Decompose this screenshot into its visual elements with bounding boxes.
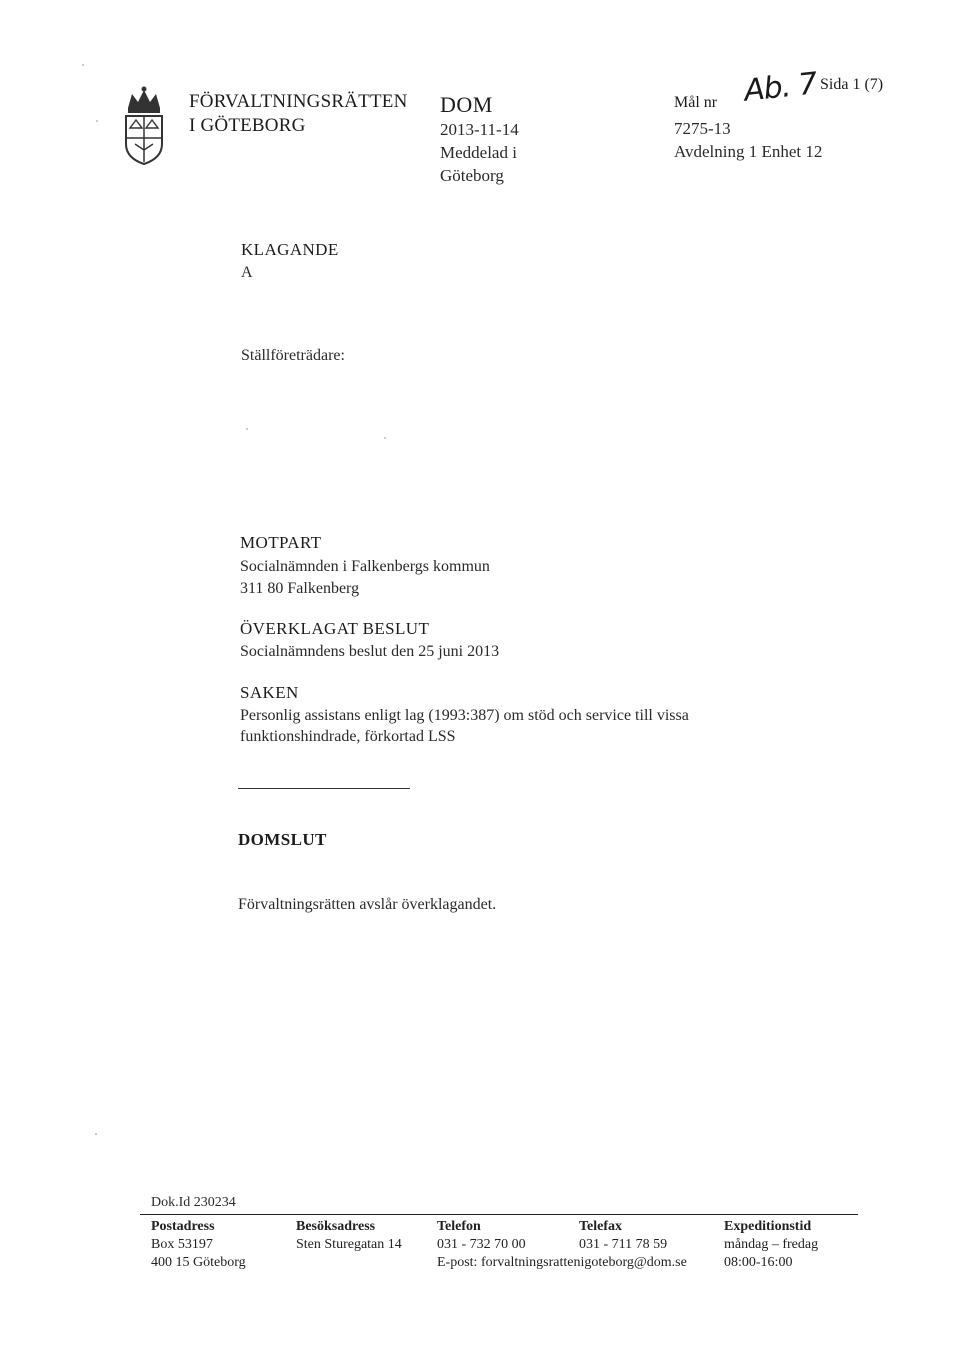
footer-postal-line2: 400 15 Göteborg	[151, 1255, 246, 1270]
court-name-line2: I GÖTEBORG	[189, 115, 306, 136]
scan-speck	[384, 437, 386, 439]
scan-speck	[96, 120, 98, 122]
footer-phone-line1: 031 - 732 70 00	[437, 1237, 526, 1252]
verdict-heading: DOMSLUT	[238, 830, 327, 849]
footer-fax-label: Telefax	[579, 1219, 623, 1234]
footer-visit-line1: Sten Sturegatan 14	[296, 1237, 402, 1252]
footer-divider	[140, 1214, 858, 1215]
motpart-heading: MOTPART	[240, 533, 322, 552]
footer-hours-label: Expeditionstid	[724, 1219, 812, 1234]
case-meta	[674, 117, 822, 163]
footer-postal	[151, 1218, 246, 1272]
issued-place: Göteborg	[440, 166, 504, 185]
footer-postal-line1: Box 53197	[151, 1237, 213, 1252]
section-divider	[238, 788, 410, 789]
klagande-heading: KLAGANDE	[241, 240, 339, 259]
footer-visit	[296, 1218, 402, 1254]
subject-line1: Personlig assistans enligt lag (1993:387) om stöd och service till vissa	[240, 707, 689, 724]
court-name	[189, 90, 408, 138]
footer-phone-label: Telefon	[437, 1219, 481, 1234]
subject-heading: SAKEN	[240, 683, 299, 702]
motpart-line1: Socialnämnden i Falkenbergs kommun	[240, 558, 490, 575]
footer-fax-line1: 031 - 711 78 59	[579, 1237, 668, 1252]
case-number: 7275-13	[674, 119, 731, 138]
scan-speck	[246, 428, 248, 430]
document-meta	[440, 118, 519, 187]
motpart-line2: 311 80 Falkenberg	[240, 580, 360, 597]
document-id: Dok.Id 230234	[151, 1195, 236, 1210]
footer-postal-label: Postadress	[151, 1219, 215, 1234]
division: Avdelning 1 Enhet 12	[674, 142, 823, 161]
subject-line2: funktionshindrade, förkortad LSS	[240, 728, 456, 745]
issued-label: Meddelad i	[440, 143, 517, 162]
page-indicator: Sida 1 (7)	[820, 76, 884, 93]
appealed-decision-line1: Socialnämndens beslut den 25 juni 2013	[240, 643, 500, 660]
document-date: 2013-11-14	[440, 120, 519, 139]
verdict-text: Förvaltningsrätten avslår överklagandet.	[238, 896, 497, 913]
case-number-label: Mål nr	[674, 94, 718, 111]
footer-email: E-post: forvaltningsrattenigoteborg@dom.se	[437, 1255, 687, 1270]
footer-visit-label: Besöksadress	[296, 1219, 376, 1234]
court-name-line1: FÖRVALTNINGSRÄTTEN	[189, 91, 408, 112]
footer-hours-line2: 08:00-16:00	[724, 1255, 793, 1270]
document-type: DOM	[440, 92, 493, 117]
scan-speck	[95, 1133, 97, 1135]
court-crest-icon	[118, 86, 170, 166]
appealed-decision-heading: ÖVERKLAGAT BESLUT	[240, 619, 430, 638]
representative-label: Ställföreträdare:	[241, 347, 345, 364]
handwritten-annotation: Ab. 7	[742, 66, 819, 109]
footer-hours-line1: måndag – fredag	[724, 1237, 819, 1252]
klagande-value: A	[241, 264, 253, 281]
scan-speck	[82, 64, 84, 66]
footer-fax	[579, 1218, 667, 1254]
footer-hours	[724, 1218, 818, 1272]
